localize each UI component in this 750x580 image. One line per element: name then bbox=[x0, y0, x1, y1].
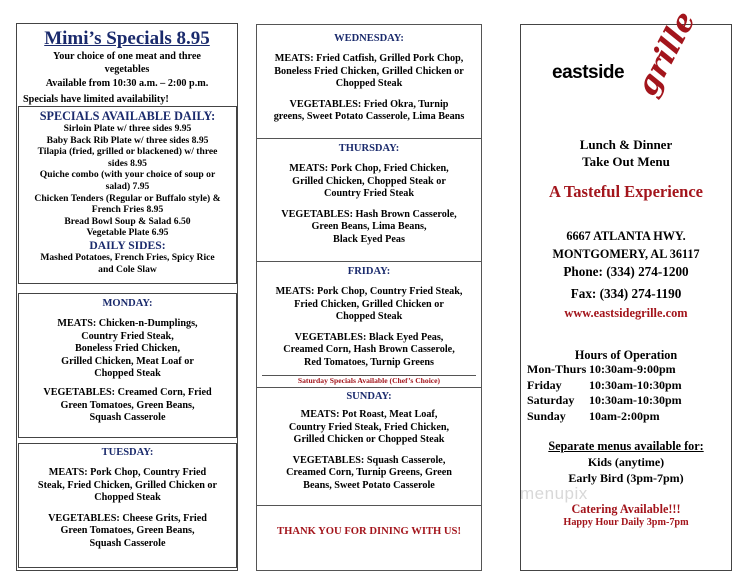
friday-vegetables bbox=[257, 332, 481, 370]
middle-divider bbox=[256, 261, 481, 262]
meat-line: Grilled Chicken, Chopped Steak or bbox=[292, 175, 446, 187]
address-line: 6667 ATLANTA HWY. bbox=[566, 229, 686, 243]
address bbox=[521, 227, 731, 263]
veg-line: Beans, Sweet Potato Casserole bbox=[303, 479, 435, 491]
hours-row bbox=[527, 362, 732, 378]
meat-line: MEATS: Chicken-n-Dumplings, bbox=[57, 318, 198, 329]
eastside-grille-logo bbox=[520, 5, 732, 125]
veg-line: Green Tomatoes, Green Beans, bbox=[60, 525, 195, 537]
logo-eastside-text: eastside bbox=[552, 62, 625, 83]
wednesday-heading: WEDNESDAY: bbox=[334, 33, 404, 44]
website-link[interactable]: www.eastsidegrille.com bbox=[564, 306, 688, 320]
meat-line: Boneless Fried Chicken, bbox=[75, 343, 180, 355]
specials-heading: SPECIALS AVAILABLE DAILY: bbox=[39, 109, 216, 123]
hours-table bbox=[527, 362, 732, 424]
separate-menu-item: Kids (anytime) bbox=[587, 455, 665, 469]
intro-line: Available from 10:30 a.m. – 2:00 p.m. bbox=[45, 78, 209, 90]
meat-line: MEATS: Pork Chop, Fried Chicken, bbox=[289, 163, 449, 174]
tuesday-vegetables bbox=[19, 513, 236, 551]
menu-title bbox=[521, 136, 731, 170]
logo-grille-script: grille bbox=[629, 5, 703, 102]
hours-row bbox=[527, 393, 732, 409]
meat-line: MEATS: Pork Chop, Country Fried Steak, bbox=[275, 286, 463, 297]
meat-line: Chopped Steak bbox=[94, 492, 161, 504]
meat-line: Fried Chicken, Grilled Chicken or bbox=[294, 298, 444, 310]
monday-heading: MONDAY: bbox=[102, 298, 153, 309]
veg-line: Squash Casserole bbox=[89, 537, 166, 549]
hours-heading: Hours of Operation bbox=[574, 348, 678, 362]
middle-divider bbox=[256, 387, 481, 388]
friday-heading: FRIDAY: bbox=[347, 266, 391, 277]
phone-number: Phone: (334) 274-1200 bbox=[563, 264, 689, 279]
middle-divider bbox=[256, 138, 481, 139]
meat-line: Steak, Fried Chicken, Grilled Chicken or bbox=[37, 479, 218, 491]
hours-time: 10:30am-10:30pm bbox=[589, 377, 682, 392]
veg-line: Green Beans, Lima Beans, bbox=[311, 221, 427, 233]
middle-divider bbox=[256, 505, 481, 506]
monday-meats bbox=[19, 318, 236, 381]
thursday-section bbox=[257, 142, 481, 247]
monday-section bbox=[19, 297, 236, 425]
specials-item: French Fries 8.95 bbox=[91, 204, 164, 216]
sunday-section bbox=[257, 390, 481, 493]
specials-content bbox=[19, 109, 236, 275]
intro-availability-note: Specials have limited availability! bbox=[23, 94, 169, 105]
specials-item: sides 8.95 bbox=[108, 157, 147, 169]
middle-divider bbox=[256, 570, 481, 571]
tuesday-heading: TUESDAY: bbox=[101, 447, 154, 458]
veg-line: Green Tomatoes, Green Beans, bbox=[60, 399, 195, 411]
meat-line: MEATS: Pot Roast, Meat Loaf, bbox=[300, 409, 438, 420]
mimis-specials-title: Mimi’s Specials 8.95 bbox=[44, 28, 210, 49]
meat-line: Country Fried Steak bbox=[324, 188, 414, 200]
daily-sides-heading: DAILY SIDES: bbox=[89, 238, 166, 252]
wednesday-meats bbox=[257, 53, 481, 91]
wednesday-section bbox=[257, 32, 481, 124]
meat-line: Boneless Fried Chicken, Grilled Chicken or bbox=[274, 65, 464, 77]
saturday-specials-note: Saturday Specials Available (Chef’s Choice) bbox=[297, 376, 441, 385]
specials-list bbox=[19, 123, 236, 239]
hours-row bbox=[527, 378, 732, 394]
veg-line: Squash Casserole bbox=[89, 412, 166, 424]
wednesday-vegetables bbox=[257, 99, 481, 124]
catering-notice: Catering Available!!! bbox=[571, 502, 681, 516]
tagline: A Tasteful Experience bbox=[548, 182, 703, 201]
veg-line: VEGETABLES: Black Eyed Peas, bbox=[294, 331, 444, 343]
hours-days: Saturday bbox=[527, 393, 575, 407]
veg-line: Black Eyed Peas bbox=[333, 233, 405, 245]
menupix-watermark: menupix bbox=[520, 484, 588, 503]
mimis-specials-section bbox=[17, 28, 237, 91]
specials-item: Baby Back Rib Plate w/ three sides 8.95 bbox=[46, 134, 209, 146]
specials-item: Tilapia (fried, grilled or blackened) w/ three bbox=[37, 146, 218, 158]
daily-sides-line: Mashed Potatoes, French Fries, Spicy Rice bbox=[40, 251, 215, 263]
meat-line: Grilled Chicken, Meat Loaf or bbox=[61, 355, 194, 367]
fax-number: Fax: (334) 274-1190 bbox=[570, 286, 682, 301]
veg-line: VEGETABLES: Cheese Grits, Fried bbox=[48, 512, 207, 524]
separate-menus-heading: Separate menus available for: bbox=[548, 439, 704, 453]
specials-item: Vegetable Plate 6.95 bbox=[86, 227, 169, 239]
specials-item: Chicken Tenders (Regular or Buffalo style) & bbox=[34, 192, 221, 204]
specials-item: salad) 7.95 bbox=[105, 180, 150, 192]
veg-line: greens, Sweet Potato Casserole, Lima Beans bbox=[273, 111, 465, 123]
separate-menus-list bbox=[521, 455, 731, 486]
specials-item: Bread Bowl Soup & Salad 6.50 bbox=[64, 215, 191, 227]
meat-line: MEATS: Fried Catfish, Grilled Pork Chop, bbox=[274, 53, 464, 64]
veg-line: VEGETABLES: Squash Casserole, bbox=[292, 454, 446, 466]
tuesday-section bbox=[19, 446, 236, 551]
meat-line: Chopped Steak bbox=[94, 368, 161, 380]
veg-line: VEGETABLES: Hash Brown Casserole, bbox=[281, 208, 457, 220]
friday-meats bbox=[257, 286, 481, 324]
separate-menu-item: Early Bird (3pm-7pm) bbox=[568, 470, 684, 485]
hours-time: 10:30am-10:30pm bbox=[589, 393, 682, 407]
happy-hour-notice: Happy Hour Daily 3pm-7pm bbox=[563, 517, 689, 528]
hours-days: Friday bbox=[527, 377, 562, 392]
monday-vegetables bbox=[19, 387, 236, 425]
veg-line: VEGETABLES: Creamed Corn, Fried bbox=[43, 386, 212, 398]
thursday-heading: THURSDAY: bbox=[338, 143, 400, 154]
intro-line: Your choice of one meat and three bbox=[53, 51, 201, 62]
middle-divider bbox=[256, 24, 481, 25]
intro-line: vegetables bbox=[104, 63, 150, 75]
address-line: MONTGOMERY, AL 36117 bbox=[552, 247, 700, 261]
daily-sides-list bbox=[19, 252, 236, 275]
veg-line: Creamed Corn, Turnip Greens, Green bbox=[286, 467, 452, 479]
veg-line: Creamed Corn, Hash Brown Casserole, bbox=[283, 344, 455, 356]
menu-title-line: Lunch & Dinner bbox=[579, 137, 673, 152]
mimis-intro bbox=[17, 51, 237, 91]
daily-sides-line: and Cole Slaw bbox=[98, 263, 157, 275]
meat-line: Grilled Chicken or Chopped Steak bbox=[293, 434, 445, 446]
tuesday-meats bbox=[19, 467, 236, 505]
meat-line: Chopped Steak bbox=[335, 78, 403, 90]
middle-column-right-edge bbox=[481, 24, 482, 571]
sunday-heading: SUNDAY: bbox=[346, 391, 392, 402]
meat-line: Country Fried Steak, Fried Chicken, bbox=[288, 421, 450, 433]
thank-you-message: THANK YOU FOR DINING WITH US! bbox=[277, 526, 461, 537]
menu-title-line: Take Out Menu bbox=[582, 154, 670, 169]
specials-item: Sirloin Plate w/ three sides 9.95 bbox=[63, 123, 192, 134]
meat-line: MEATS: Pork Chop, Country Fried bbox=[48, 467, 207, 478]
veg-line: Red Tomatoes, Turnip Greens bbox=[303, 356, 434, 368]
friday-section bbox=[257, 265, 481, 370]
hours-time: 10:30am-9:00pm bbox=[589, 362, 676, 376]
sunday-vegetables bbox=[257, 455, 481, 493]
hours-time: 10am-2:00pm bbox=[589, 408, 660, 423]
meat-line: Chopped Steak bbox=[335, 311, 403, 323]
thursday-vegetables bbox=[257, 209, 481, 247]
specials-item: Quiche combo (with your choice of soup or bbox=[39, 169, 216, 181]
hours-days: Sunday bbox=[527, 408, 566, 423]
hours-row bbox=[527, 409, 732, 425]
sunday-meats bbox=[257, 409, 481, 447]
veg-line: VEGETABLES: Fried Okra, Turnip bbox=[289, 98, 449, 110]
meat-line: Country Fried Steak, bbox=[81, 330, 174, 342]
hours-days: Mon-Thurs bbox=[527, 362, 587, 376]
thursday-meats bbox=[257, 163, 481, 201]
